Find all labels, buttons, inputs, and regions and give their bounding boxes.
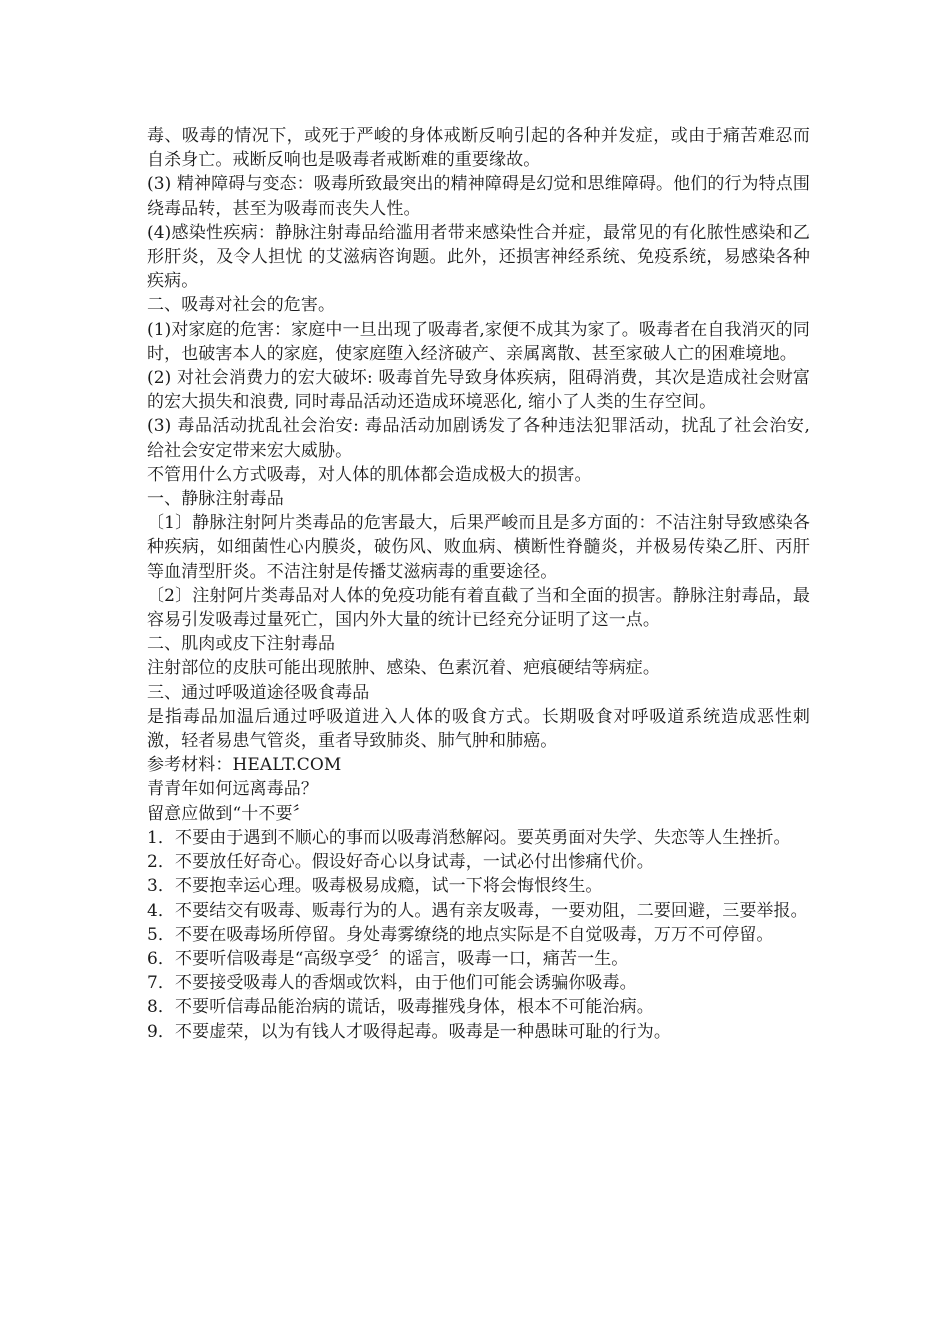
paragraph-intramuscular-effects: 注射部位的皮肤可能出现脓肿、感染、色素沉着、疤痕硬结等病症。 (147, 658, 660, 679)
list-item: 7．不要接受吸毒人的香烟或饮料，由于他们可能会诱骗你吸毒。 (147, 973, 637, 994)
reference-source: 参考材料：HEALT.COM (147, 755, 342, 776)
list-item: 1．不要由于遇到不顺心的事而以吸毒消愁解闷。要英勇面对失学、失恋等人生挫折。 (147, 827, 791, 848)
heading-intravenous-injection: 一、静脉注射毒品 (147, 489, 284, 510)
heading-intramuscular-injection: 二、肌肉或皮下注射毒品 (147, 634, 336, 655)
list-item: 9．不要虚荣，以为有钱人才吸得起毒。吸毒是一种愚昧可耻的行为。 (147, 1021, 671, 1042)
paragraph-harm-to-productivity: (2) 对社会消费力的宏大破坏: 吸毒首先导致身体疾病，阻碍消费，其次是造成社会财富的宏大损失和浪费, 同时毒品活动还造成环境恶化, 缩小了人类的生存空间。 (147, 368, 810, 413)
heading-ten-donts: 留意应做到“十不要〞 (147, 803, 310, 824)
list-item: 3．不要抱幸运心理。吸毒极易成瘾，试一下将会悔恨终生。 (147, 876, 603, 897)
list-item: 8．不要听信毒品能治病的谎话，吸毒摧残身体，根本不可能治病。 (147, 997, 654, 1018)
paragraph-harm-to-family: (1)对家庭的危害：家庭中一旦出现了吸毒者,家便不成其为家了。吸毒者在自我消灭的同时，也破害本人的家庭，使家庭堕入经济破产、亲属离散、甚至家破人亡的困难境地。 (147, 319, 810, 364)
paragraph-any-method-harmful: 不管用什么方式吸毒，对人体的肌体都会造成极大的损害。 (147, 464, 592, 485)
paragraph-infectious-disease: (4)感染性疾病：静脉注射毒品给滥用者带来感染性合并症，最常见的有化脓性感染和乙形肝炎，及令人担忧 的艾滋病咨询题。此外，还损害神经系统、免疫系统，易感染各种疾病。 (147, 222, 810, 292)
heading-youth-avoid-drugs: 青青年如何远离毒品？ (147, 779, 318, 800)
list-item: 5．不要在吸毒场所停留。身处毒雾缭绕的地点实际是不自觉吸毒，万万不可停留。 (147, 924, 774, 945)
paragraph-intravenous-point-1: 〔1〕静脉注射阿片类毒品的危害最大，后果严峻而且是多方面的：不洁注射导致感染各种疾病，如细菌性心内膜炎，破伤风、败血病、横断性脊髓炎，并极易传染乙肝、丙肝等血清型肝炎。不洁注射是传播艾滋病毒的重要途径。 (147, 513, 810, 582)
heading-harm-to-society: 二、吸毒对社会的危害。 (147, 295, 336, 316)
paragraph-harm-to-public-order: (3) 毒品活动扰乱社会治安: 毒品活动加剧诱发了各种违法犯罪活动，扰乱了社会治安, 给社会安定带来宏大威胁。 (147, 416, 810, 461)
paragraph-mental-disorder: (3) 精神障碍与变态：吸毒所致最突出的精神障碍是幻觉和思维障碍。他们的行为特点围绕毒品转，甚至为吸毒而丧失人性。 (147, 174, 810, 219)
list-item: 6．不要听信吸毒是“高级享受〞的谣言，吸毒一口，痛苦一生。 (147, 948, 629, 969)
document-body (147, 124, 810, 1044)
paragraph-respiratory-effects: 是指毒品加温后通过呼吸道进入人体的吸食方式。长期吸食对呼吸道系统造成恶性刺激，轻者易患气管炎，重者导致肺炎、肺气肿和肺癌。 (147, 706, 810, 752)
paragraph-intravenous-point-2: 〔2〕注射阿片类毒品对人体的免疫功能有着直截了当和全面的损害。静脉注射毒品，最容易引发吸毒过量死亡，国内外大量的统计已经充分证明了这一点。 (147, 585, 810, 631)
list-item: 2．不要放任好奇心。假设好奇心以身试毒，一试必付出惨痛代价。 (147, 852, 654, 873)
paragraph-withdrawal-complications: 毒、吸毒的情况下，或死于严峻的身体戒断反响引起的各种并发症，或由于痛苦难忍而自杀身亡。戒断反响也是吸毒者戒断难的重要缘故。 (147, 126, 810, 171)
list-item: 4．不要结交有吸毒、贩毒行为的人。遇有亲友吸毒，一要劝阻，二要回避，三要举报。 (147, 900, 808, 921)
heading-respiratory-intake: 三、通过呼吸道途径吸食毒品 (147, 682, 370, 703)
